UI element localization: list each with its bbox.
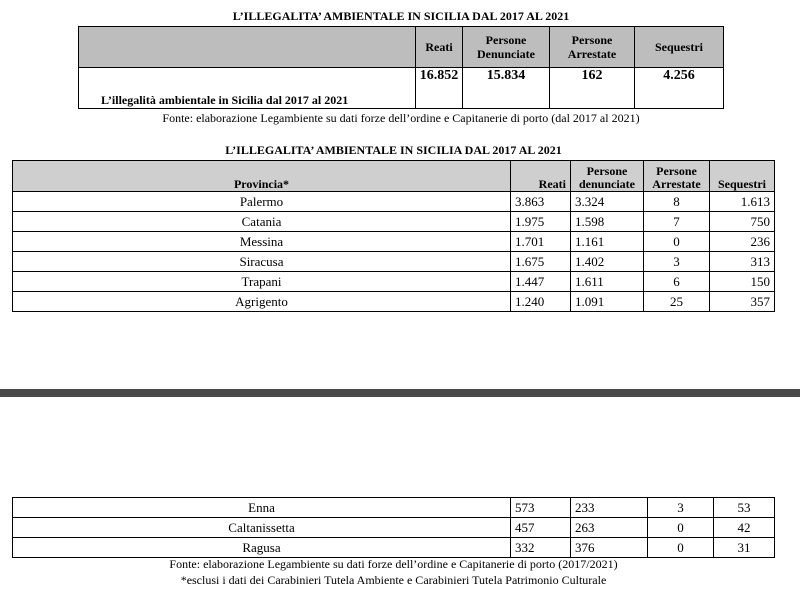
- empty-header-cell: [79, 27, 416, 68]
- table-header-row: [79, 27, 724, 68]
- cell-reati: 332: [511, 538, 571, 558]
- cell-denunciate: 3.324: [571, 192, 644, 212]
- table3-footnote: *esclusi i dati dei Carabinieri Tutela Ambiente e Carabinieri Tutela Patrimonio Culturale: [180, 573, 607, 587]
- header-reati: Reati: [416, 27, 463, 68]
- cell-denunciate: 1.611: [571, 272, 644, 292]
- value-reati: 16.852: [416, 68, 463, 109]
- table-row: [13, 252, 775, 272]
- header-provincia: Provincia*: [13, 161, 511, 192]
- cell-provincia: Siracusa: [13, 252, 511, 272]
- header-sequestri: Sequestri: [710, 161, 775, 192]
- cell-denunciate: 376: [571, 538, 648, 558]
- cell-reati: 1.240: [511, 292, 571, 312]
- cell-sequestri: 750: [710, 212, 775, 232]
- province-table: [12, 160, 775, 312]
- cell-arrestate: 0: [648, 518, 714, 538]
- cell-reati: 1.447: [511, 272, 571, 292]
- cell-arrestate: 0: [648, 538, 714, 558]
- cell-provincia: Agrigento: [13, 292, 511, 312]
- header-sequestri: Sequestri: [635, 27, 724, 68]
- table3-source: Fonte: elaborazione Legambiente su dati forze dell’ordine e Capitanerie di porto (2017/2021): [169, 557, 618, 571]
- table-row: [13, 292, 775, 312]
- cell-denunciate: 1.598: [571, 212, 644, 232]
- province-table-continued: [12, 497, 775, 558]
- cell-provincia: Catania: [13, 212, 511, 232]
- row-label: L’illegalità ambientale in Sicilia dal 2017 al 2021: [79, 68, 416, 109]
- cell-sequestri: 150: [710, 272, 775, 292]
- table1-title: L’ILLEGALITA’ AMBIENTALE IN SICILIA DAL 2017 AL 2021: [232, 9, 570, 23]
- cell-provincia: Ragusa: [13, 538, 511, 558]
- cell-arrestate: 0: [644, 232, 710, 252]
- cell-arrestate: 7: [644, 212, 710, 232]
- cell-sequestri: 1.613: [710, 192, 775, 212]
- cell-provincia: Caltanissetta: [13, 518, 511, 538]
- cell-reati: 1.975: [511, 212, 571, 232]
- table-header-row: [13, 161, 775, 192]
- table-row: [13, 232, 775, 252]
- cell-sequestri: 42: [714, 518, 775, 538]
- cell-denunciate: 1.402: [571, 252, 644, 272]
- cell-reati: 1.701: [511, 232, 571, 252]
- cell-provincia: Enna: [13, 498, 511, 518]
- page-divider: [0, 389, 800, 397]
- table-row: [13, 498, 775, 518]
- cell-denunciate: 263: [571, 518, 648, 538]
- header-persone-denunciate: Persone denunciate: [571, 161, 644, 192]
- cell-reati: 573: [511, 498, 571, 518]
- table-row: [13, 272, 775, 292]
- value-denunciate: 15.834: [463, 68, 550, 109]
- header-persone-arrestate: Persone Arrestate: [644, 161, 710, 192]
- value-arrestate: 162: [550, 68, 635, 109]
- cell-arrestate: 8: [644, 192, 710, 212]
- cell-sequestri: 53: [714, 498, 775, 518]
- cell-arrestate: 3: [648, 498, 714, 518]
- table2-title: L’ILLEGALITA’ AMBIENTALE IN SICILIA DAL 2017 AL 2021: [225, 143, 562, 157]
- cell-denunciate: 1.091: [571, 292, 644, 312]
- cell-reati: 1.675: [511, 252, 571, 272]
- cell-provincia: Messina: [13, 232, 511, 252]
- cell-sequestri: 31: [714, 538, 775, 558]
- cell-provincia: Trapani: [13, 272, 511, 292]
- cell-reati: 457: [511, 518, 571, 538]
- cell-arrestate: 3: [644, 252, 710, 272]
- table-row: [13, 518, 775, 538]
- cell-sequestri: 357: [710, 292, 775, 312]
- cell-sequestri: 236: [710, 232, 775, 252]
- cell-denunciate: 1.161: [571, 232, 644, 252]
- table1-source: Fonte: elaborazione Legambiente su dati forze dell’ordine e Capitanerie di porto (dal 2017 al 2021): [162, 111, 640, 125]
- summary-table: [78, 26, 724, 109]
- cell-provincia: Palermo: [13, 192, 511, 212]
- cell-arrestate: 25: [644, 292, 710, 312]
- header-persone-denunciate: Persone Denunciate: [463, 27, 550, 68]
- table-row: [13, 192, 775, 212]
- table-row: [13, 212, 775, 232]
- cell-reati: 3.863: [511, 192, 571, 212]
- value-sequestri: 4.256: [635, 68, 724, 109]
- header-reati: Reati: [511, 161, 571, 192]
- cell-sequestri: 313: [710, 252, 775, 272]
- table-row: [79, 68, 724, 109]
- cell-denunciate: 233: [571, 498, 648, 518]
- table-row: [13, 538, 775, 558]
- header-persone-arrestate: Persone Arrestate: [550, 27, 635, 68]
- cell-arrestate: 6: [644, 272, 710, 292]
